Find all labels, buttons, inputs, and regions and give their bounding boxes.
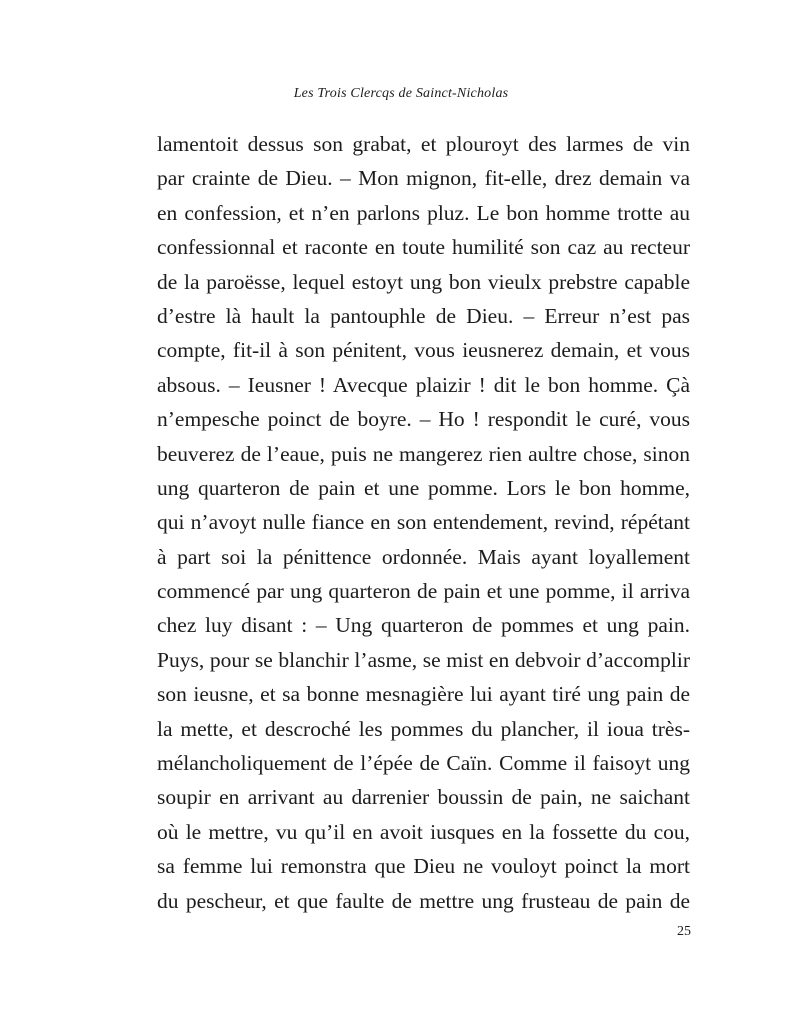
text-line: confessionnal et raconte en toute humilité son caz au recteur	[157, 235, 690, 260]
text-line: lamentoit dessus son grabat, et plouroyt des larmes de vin	[157, 132, 690, 156]
text-line: n’empesche poinct de boyre. – Ho ! respondit le curé, vous	[157, 407, 690, 432]
text-line: soupir en arrivant au darrenier boussin de pain, ne saichant	[157, 785, 690, 810]
page-number: 25	[677, 924, 691, 939]
text-line: où le mettre, vu qu’il en avoit iusques en la fossette du cou,	[157, 819, 690, 844]
text-line: la mette, et descroché les pommes du plancher, il ioua très-	[157, 716, 690, 741]
text-line: d’estre là hault la pantouphle de Dieu. – Erreur n’est pas	[157, 303, 690, 328]
running-header: Les Trois Clercqs de Sainct-Nicholas	[293, 86, 509, 101]
text-line: compte, fit-il à son pénitent, vous ieusnerez demain, et vous	[157, 338, 690, 363]
body-text	[157, 127, 690, 918]
text-line: absous. – Ieusner ! Avecque plaizir ! dit le bon homme. Çà	[157, 372, 690, 397]
text-line: en confession, et n’en parlons pluz. Le bon homme trotte au	[157, 200, 690, 225]
text-line: du pescheur, et que faulte de mettre ung frusteau de pain de	[157, 888, 690, 913]
text-line: Puys, pour se blanchir l’asme, se mist en debvoir d’accomplir	[157, 647, 690, 672]
text-line: qui n’avoyt nulle fiance en son entendement, revind, répétant	[157, 510, 690, 535]
text-line: de la paroësse, lequel estoyt ung bon vieulx prebstre capable	[157, 269, 690, 294]
text-line: son ieusne, et sa bonne mesnagière lui ayant tiré ung pain de	[157, 682, 690, 707]
text-line: par crainte de Dieu. – Mon mignon, fit-elle, drez demain va	[157, 166, 690, 191]
text-line: commencé par ung quarteron de pain et une pomme, il arriva	[157, 579, 690, 604]
text-line: beuverez de l’eaue, puis ne mangerez rien aultre chose, sinon	[157, 441, 690, 466]
text-line: chez luy disant : – Ung quarteron de pommes et ung pain.	[157, 613, 690, 638]
text-line: mélancholiquement de l’épée de Caïn. Comme il faisoyt ung	[157, 751, 690, 776]
text-line: à part soi la pénittence ordonnée. Mais ayant loyallement	[157, 544, 690, 569]
text-line: sa femme lui remonstra que Dieu ne vouloyt poinct la mort	[157, 854, 690, 879]
text-line: ung quarteron de pain et une pomme. Lors le bon homme,	[157, 475, 690, 500]
